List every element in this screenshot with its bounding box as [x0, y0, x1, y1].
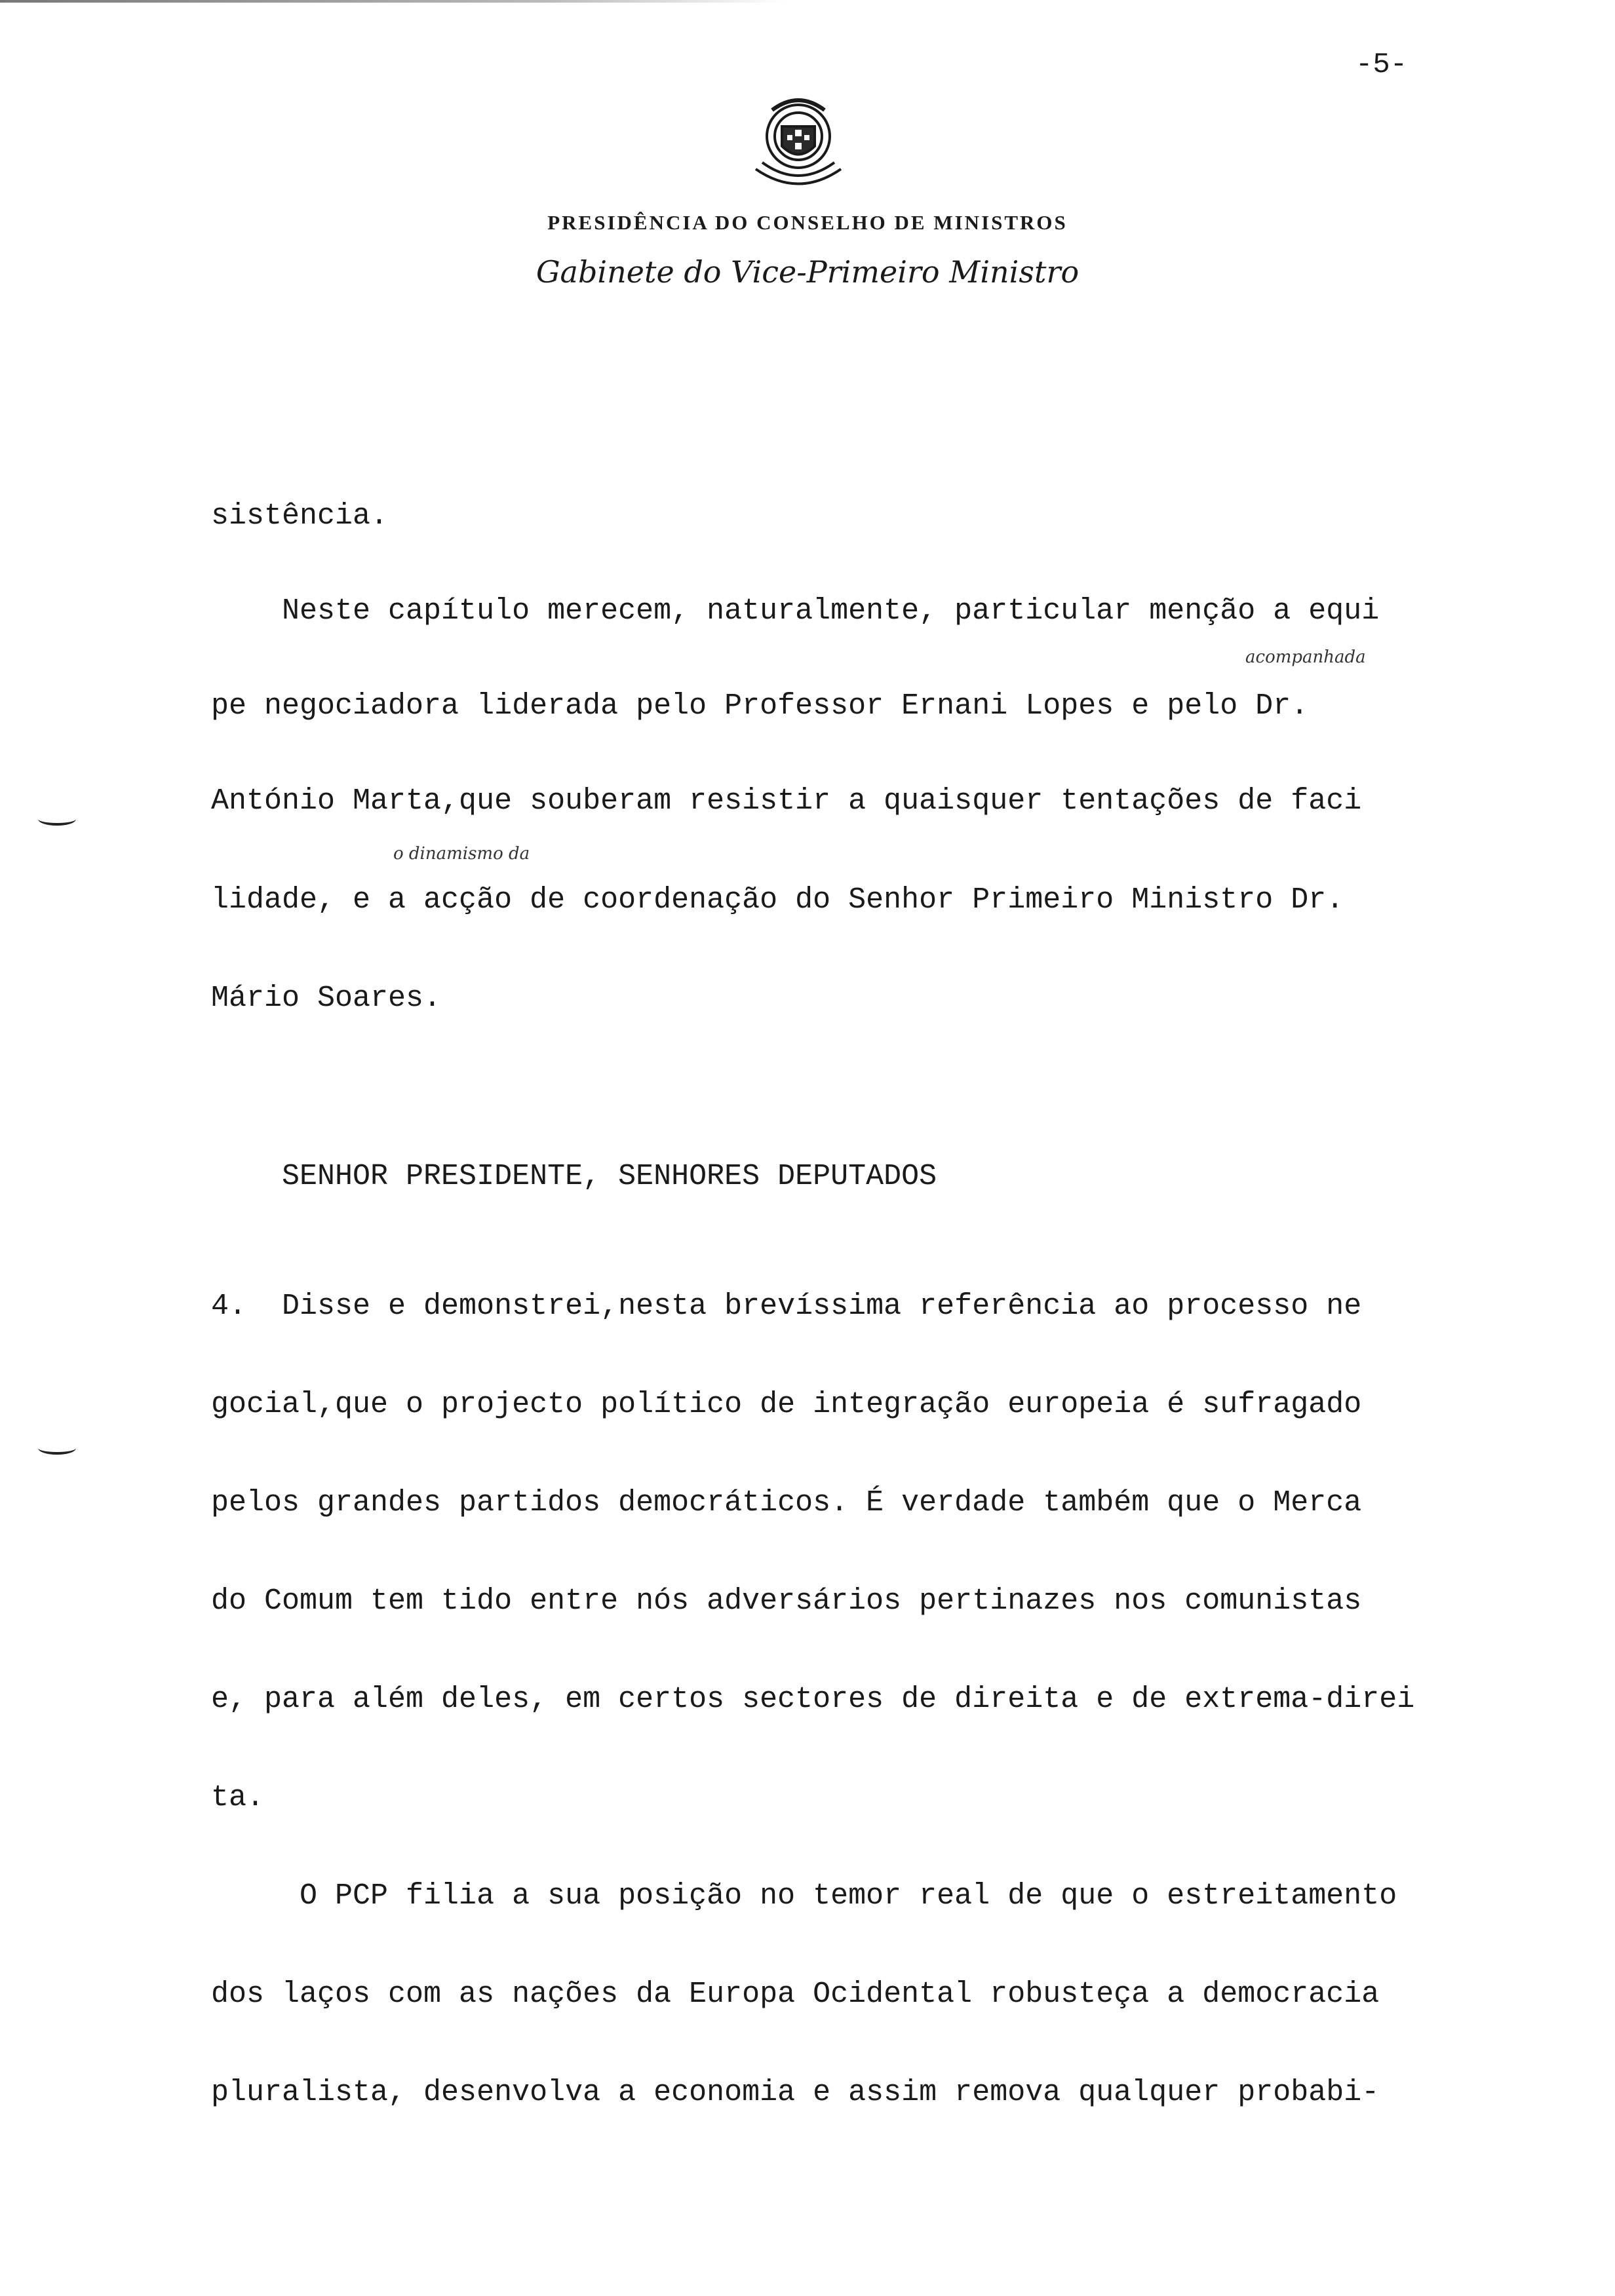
- body-line-7: 4. Disse e demonstrei,nesta brevíssima referência ao processo ne: [211, 1290, 1362, 1323]
- scan-edge-line: [0, 0, 787, 3]
- body-line-4: António Marta,que souberam resistir a quaisquer tentações de faci: [211, 784, 1362, 818]
- body-line-11: e, para além deles, em certos sectores de direita e de extrema-direi: [211, 1683, 1415, 1716]
- office-name: Gabinete do Vice-Primeiro Ministro: [535, 254, 1080, 290]
- handwritten-annotation: o dinamismo da: [393, 844, 530, 864]
- body-line-1: sistência.: [211, 499, 389, 533]
- page-number: -5-: [1355, 48, 1408, 81]
- body-line-3: pe negociadora liderada pelo Professor Ernani Lopes e pelo Dr.: [211, 689, 1309, 723]
- body-line-8: gocial,que o projecto político de integração europeia é sufragado: [211, 1388, 1362, 1421]
- punch-hole-mark: [38, 1442, 76, 1455]
- body-line-14: dos laços com as nações da Europa Ocidental robusteça a democracia: [211, 1978, 1380, 2011]
- punch-hole-mark: [38, 813, 76, 826]
- body-line-10: do Comum tem tido entre nós adversários pertinazes nos comunistas: [211, 1584, 1362, 1618]
- body-line-2: Neste capítulo merecem, naturalmente, particular menção a equi: [211, 594, 1380, 628]
- organization-name: PRESIDÊNCIA DO CONSELHO DE MINISTROS: [547, 211, 1068, 234]
- handwritten-annotation: acompanhada: [1245, 647, 1366, 667]
- body-line-12: ta.: [211, 1781, 265, 1814]
- body-line-9: pelos grandes partidos democráticos. É verdade também que o Merca: [211, 1486, 1362, 1520]
- body-line-15: pluralista, desenvolva a economia e assim remova qualquer probabi-: [211, 2076, 1380, 2109]
- coat-of-arms-icon: [736, 90, 861, 202]
- body-line-5: lidade, e a acção de coordenação do Senhor Primeiro Ministro Dr.: [211, 883, 1344, 917]
- body-line-13: O PCP filia a sua posição no temor real de que o estreitamento: [211, 1879, 1397, 1913]
- body-line-6: Mário Soares.: [211, 982, 442, 1015]
- section-heading: SENHOR PRESIDENTE, SENHORES DEPUTADOS: [211, 1160, 937, 1193]
